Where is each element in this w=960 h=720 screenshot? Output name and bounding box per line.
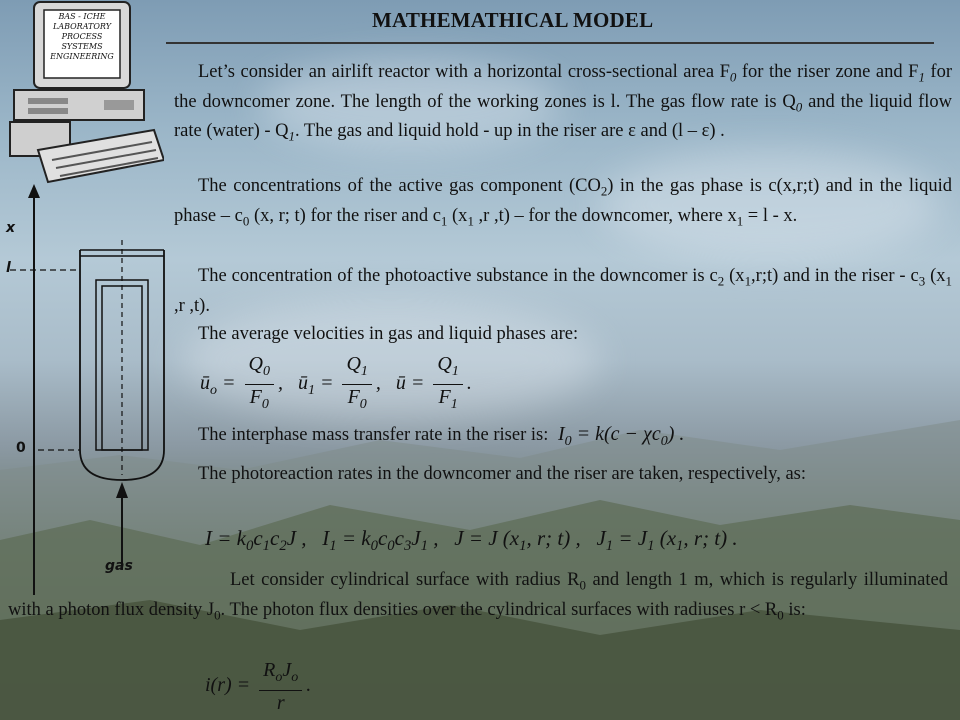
text: ,r ,t). (174, 295, 210, 316)
paragraph-photoactive (174, 264, 952, 319)
subscript: 2 (600, 183, 608, 199)
subscript: 2 (717, 273, 725, 289)
equation-mass-transfer: $I_0 = k(c - \chi c_0)$ . (552, 423, 685, 449)
computer-screen-text (44, 12, 120, 62)
text: The interphase mass transfer rate in the riser is: (198, 425, 549, 445)
logo-line: ENGINEERING (50, 52, 114, 61)
paragraph-photoreaction (174, 462, 952, 487)
title-underline (166, 42, 934, 44)
text: The concentrations of the active gas component (CO (198, 176, 601, 196)
text: ) in the gas phase is c(x,r;t) and in the liquid phase – c (174, 176, 952, 226)
paragraph-velocities (174, 322, 952, 347)
axis-label-x: x (6, 220, 16, 236)
subscript: 0 (729, 69, 737, 85)
subscript: 0 (795, 99, 803, 115)
page-title: MATHEMATHICAL MODEL (372, 8, 654, 32)
subscript: 1 (918, 69, 925, 85)
subscript: 1 (467, 213, 474, 229)
text: (x (925, 266, 946, 286)
axis-label-zero: 0 (16, 440, 26, 456)
text: The average velocities in gas and liquid phases are: (198, 324, 579, 344)
text: for the riser zone and F (736, 62, 919, 82)
subscript: 1 (440, 213, 448, 229)
text: is: (783, 599, 806, 620)
subscript: 0 (214, 607, 221, 623)
subscript: 1 (736, 213, 744, 229)
text: (x (447, 205, 468, 226)
text: ,r;t) and in the riser - c (751, 266, 919, 286)
subscript: 1 (288, 129, 295, 145)
text: Let consider cylindrical surface with radius R (230, 570, 580, 590)
text: The concentration of the photoactive substance in the downcomer is c (198, 266, 718, 286)
subscript: 1 (945, 273, 952, 289)
subscript: 0 (242, 213, 250, 229)
paragraph-cylindrical-surface (8, 568, 948, 627)
subscript: 0 (579, 577, 586, 593)
logo-line: PROCESS (61, 32, 103, 41)
logo-line: LABORATORY (53, 22, 111, 31)
gas-label: gas (105, 558, 133, 574)
equation-photoreaction: $I = k_0c_1c_2J$ , $I_1 = k_0c_0c_3J_1$ , J = J ($x_1$, r; t) , $J_1 = J_1$ ($x_1$, r; t) . (205, 526, 738, 555)
text: . The gas and liquid hold - up in the riser are ε and (l – ε) . (295, 121, 725, 142)
text: ,r ,t) – for the downcomer, where x (473, 205, 737, 226)
text: The photoreaction rates in the downcomer and the riser are taken, respectively, as: (198, 464, 807, 484)
subscript: 3 (918, 273, 926, 289)
logo-line: BAS - ICHE (58, 12, 106, 21)
equation-u: ū = $\frac{Q_1}{F_1}$ . (395, 353, 472, 412)
paragraph-mass-transfer (174, 422, 952, 454)
subscript: 1 (744, 273, 752, 289)
paragraph-concentrations (174, 174, 952, 233)
text: . The photon flux densities over the cylindrical surfaces with radiuses r < R (220, 599, 778, 620)
velocity-equations (200, 352, 472, 417)
reactor-diagram (0, 180, 170, 600)
text: (x (724, 266, 745, 286)
paragraph-reactor-description (174, 60, 952, 149)
axis-label-l: l (6, 260, 11, 276)
text: Let’s consider an airlift reactor with a horizontal cross-sectional area F (198, 62, 730, 82)
equation-u1: $ū_1$ = $\frac{Q_1}{F_0}$ , (297, 353, 381, 412)
equation-flux: i(r) = $\frac{R_oJ_o}{r}$ . (205, 659, 312, 714)
text: for the downcomer zone. The length of the working zones is l. The gas flow rate is Q (174, 62, 952, 112)
subscript: 0 (777, 607, 784, 623)
text: and the liquid flow rate (water) - Q (174, 91, 952, 142)
text: = l - x. (743, 205, 798, 226)
equation-u0: $ū_o$ = $\frac{Q_0}{F_0}$ , (200, 353, 283, 412)
text: (x, r; t) for the riser and c (249, 205, 441, 226)
text: and length 1 m, which is regularly illuminated with a photon flux density J (8, 570, 948, 620)
logo-line: SYSTEMS (61, 42, 103, 51)
